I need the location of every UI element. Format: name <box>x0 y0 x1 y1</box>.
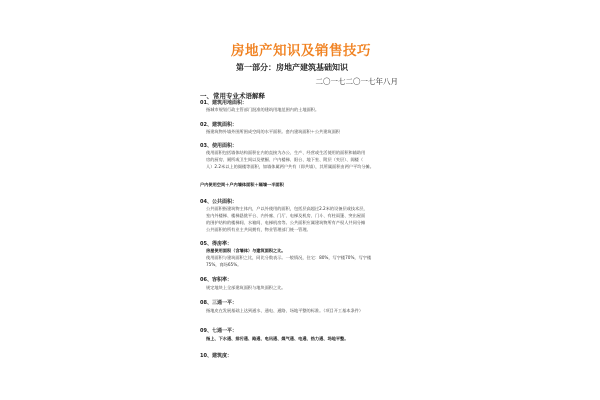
term-text: 使用面积包括墙体结构面积在内的直接为办公、生产、经营或生活使用的面积和辅助用 <box>206 150 366 155</box>
term-heading: 06、容积率： <box>200 277 232 283</box>
term-text: 人）2.2米以上的阁楼等面积，如墙体属两户共有（即共墙），其所属面积由两户平均分摊。 <box>206 164 374 169</box>
term-text: 指上、下水通、排污通、路通、电讯通、煤气通、电通、热力通、场地平整。 <box>206 336 349 341</box>
term-text: 房屋使用面积（含墙体）与建筑面积之比。 <box>206 248 286 253</box>
term-text: 指建筑物外墙外围所围成空间的水平面积。套内建筑面积＋公共建筑面积 <box>206 129 341 134</box>
term-heading: 08、三通一平： <box>200 300 237 306</box>
term-text: 规定地块上全部建筑面积与地块面积之比。 <box>206 285 286 290</box>
document-title: 房地产知识及销售技巧 <box>231 43 371 59</box>
term-text: 指地皮在发展基础上达到通水、通电、通路、场地平整的标准。（项目开工基本条件） <box>206 308 364 313</box>
term-heading: 10、建筑度： <box>200 353 232 359</box>
term-heading: 03、使用面积： <box>200 143 237 149</box>
term-text: 房的厨房、厕所或卫生间以及壁橱、户内楼梯、阳台、地下室、附层（夹层）、阁楼（ <box>206 157 364 162</box>
term-text: 的围护结构的楼梯间、水箱间、电梯机房等。公共面积应属建筑物所有产权人共同分摊 <box>206 220 366 225</box>
term-text: 室内外楼梯、楼梯悬挑平台、内外廊、门厅、电梯及机房、门斗、有柱雨篷、突出屋面 <box>206 213 366 218</box>
document-date: 二〇一七二〇一七年八月 <box>315 77 398 86</box>
term-text: 公共面积指建筑物主体内，户以外使用的面积，包括层高超过2.2米的设备层或技术层， <box>206 206 368 211</box>
term-heading: 09、七通一平： <box>200 328 237 334</box>
term-heading: 01、建筑用地面积： <box>200 100 247 106</box>
term-formula: 户内使用空间＋户内墙体面积＋隔墙一半面积 <box>200 182 284 187</box>
term-text: 使用面积与建筑面积之比，同比分数表示。一般情况，住宅：80%，写字楼70%，写字楼 <box>206 255 372 260</box>
term-heading: 04、公共面积： <box>200 199 237 205</box>
section-heading: 一、常用专业术语解释 <box>200 92 265 100</box>
term-text: 指城市规划行政主管部门批准的建筑用地范围内的土地面积。 <box>206 107 320 112</box>
term-heading: 02、建筑面积： <box>200 122 237 128</box>
document-subtitle: 第一部分：房地产建筑基础知识 <box>236 63 348 72</box>
term-text: 75%，商场65%。 <box>206 262 242 267</box>
term-text: 公共面积的所有业主共同拥有，物业管理部门统一管理。 <box>206 227 311 232</box>
document-page <box>192 30 410 400</box>
term-heading: 05、得房率： <box>200 241 232 247</box>
